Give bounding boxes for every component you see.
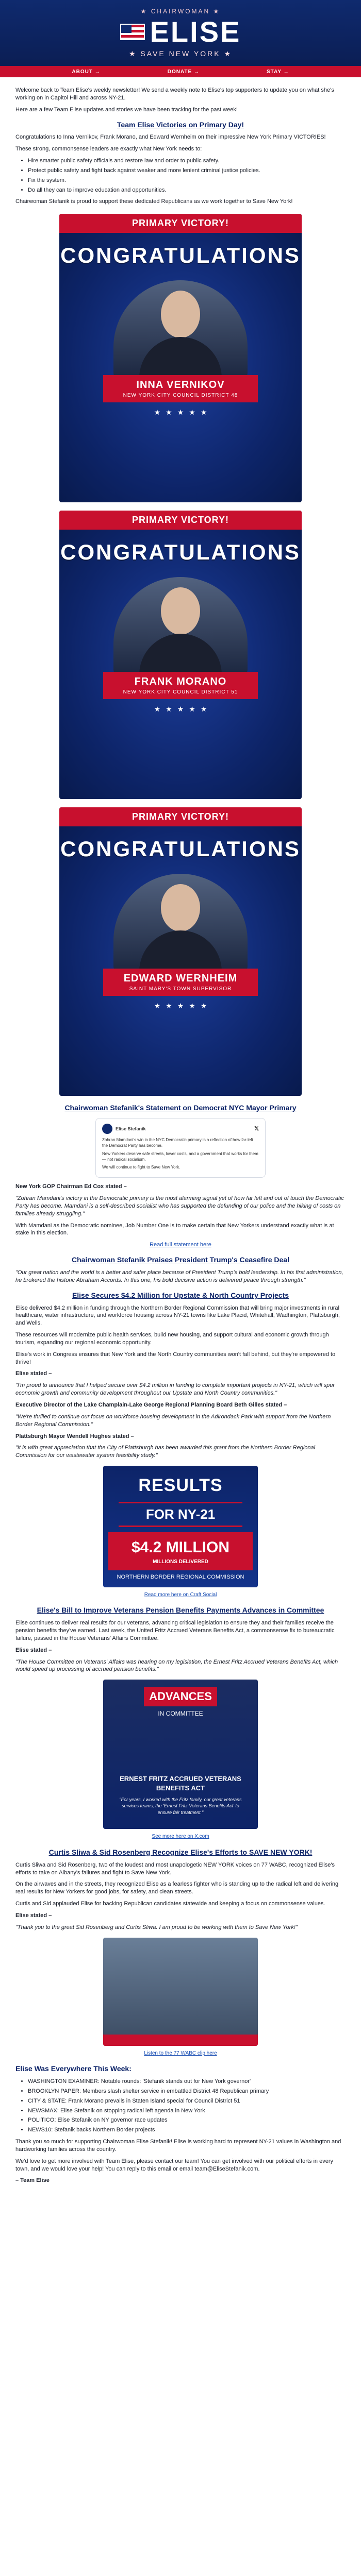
advances-quote: "For years, I worked with the Fritz family, our great veterans services teams, the 'Ernest Fritz Veterans Benefits Act' to ensure fair treatment." xyxy=(119,1797,242,1815)
section-title: Chairwoman Stefanik's Statement on Democrat NYC Mayor Primary xyxy=(64,1104,297,1112)
candidate-name: INNA VERNIKOV xyxy=(136,379,225,391)
quote: "Our great nation and the world is a better and safer place because of President Trump's bold leadership. In his first administration, he brokered the historic Abraham Accords. In this one, his bold decisive action is delivered peace through strength." xyxy=(15,1269,343,1283)
paragraph: Curtis and Sid applauded Elise for backing Republican candidates statewide and keeping a focus on commonsense values. xyxy=(15,1901,325,1907)
candidate-photo xyxy=(113,874,248,972)
ribbon: PRIMARY VICTORY! xyxy=(59,214,302,232)
results-graphic xyxy=(103,1466,258,1587)
media-item[interactable]: • CITY & STATE: Frank Morano prevails in Staten Island special for Council District 51 xyxy=(28,2097,346,2105)
quote: "The House Committee on Veterans' Affairs was hearing on my legislation, the Ernest Fritz Accrued Veterans Benefits Act, which would speed up processing of accrued pension benefits." xyxy=(15,1658,338,1673)
media-item[interactable]: • POLITICO: Elise Stefanik on NY governor race updates xyxy=(28,2116,346,2124)
section-title: Elise Secures $4.2 Million for Upstate & North Country Projects xyxy=(72,1291,289,1299)
closing-paragraph: We'd love to get more involved with Team Elise, please contact our team! You can get involved with our political efforts in every town, and we would love your help! You can reply to this email or email team@EliseStefanik.com. xyxy=(15,2158,333,2172)
stars-decoration: ★ ★ ★ ★ ★ xyxy=(154,408,207,416)
quote: "We're thrilled to continue our focus on workforce housing development in the Adirondack Park with support from the Northern Border Regional Commission." xyxy=(15,1413,331,1428)
congratulations-text: CONGRATULATIONS xyxy=(60,243,301,267)
listen-link[interactable]: Listen to the 77 WABC clip here xyxy=(144,2050,217,2056)
congratulations-text: CONGRATULATIONS xyxy=(60,836,301,861)
candidate-name: FRANK MORANO xyxy=(134,676,227,688)
name-bar xyxy=(103,375,258,402)
paragraph: These resources will modernize public health services, build new housing, and support cultural and economic growth through tourism, expanding our regional economic opportunity. xyxy=(15,1332,329,1346)
media-list xyxy=(28,2078,346,2134)
ribbon: PRIMARY VICTORY! xyxy=(59,511,302,529)
bullet-list xyxy=(28,157,346,194)
brand-logo xyxy=(120,15,241,48)
signature: – Team Elise xyxy=(15,2177,50,2184)
closing-paragraph: Thank you so much for supporting Chairwoman Elise Stefanik! Elise is working hard to represent NY-21 values in Washington and hardworking families across the country. xyxy=(15,2139,341,2153)
read-more-link[interactable]: Read full statement here xyxy=(150,1242,211,1248)
header-banner xyxy=(0,0,361,66)
section-title: Curtis Sliwa & Sid Rosenberg Recognize Elise's Efforts to SAVE NEW YORK! xyxy=(48,1848,313,1856)
advances-subheading: IN COMMITTEE xyxy=(158,1710,203,1717)
section-title: Elise's Bill to Improve Veterans Pension Benefits Payments Advances in Committee xyxy=(37,1606,324,1615)
paragraph: Chairwoman Stefanik is proud to support these dedicated Republicans as we work together to Save New York! xyxy=(15,198,293,205)
header-tagline: ★ SAVE NEW YORK ★ xyxy=(128,49,233,58)
quote: "I'm proud to announce that I helped secure over $4.2 million in funding to complete important projects in NY-21, which will spur economic growth and community development throughout our Upstate and North Country communities." xyxy=(15,1382,335,1397)
media-item[interactable]: • NEWSMAX: Elise Stefanik on stopping radical left agenda in New York xyxy=(28,2107,346,2115)
read-more-link[interactable]: See more here on X.com xyxy=(152,1834,209,1840)
candidate-name: EDWARD WERNHEIM xyxy=(123,973,238,985)
quote: "It is with great appreciation that the City of Plattsburgh has been awarded this grant from the Northern Border Regional Commission for our wastewater system feasibility study." xyxy=(15,1445,316,1459)
read-more-link[interactable]: Read more here on Craft Social xyxy=(144,1591,217,1598)
label: Elise stated – xyxy=(15,1370,52,1377)
ribbon: PRIMARY VICTORY! xyxy=(59,807,302,826)
results-amount: $4.2 MILLION xyxy=(131,1539,230,1556)
paragraph: Elise's work in Congress ensures that New York and the North Country communities won't fall behind, but they're empowered to thrive! xyxy=(15,1351,336,1365)
list-item: • Do all they can to improve education and opportunities. xyxy=(28,187,346,194)
nav-stay-link[interactable]: STAY → xyxy=(267,69,289,75)
paragraph: Curtis Sliwa and Sid Rosenberg, two of the loudest and most unapologetic NEW YORK voices on 77 WABC, recognized Elise's efforts to take on Albany's failures and fight to Save New York. xyxy=(15,1861,335,1876)
candidate-photo xyxy=(113,280,248,378)
flag-icon xyxy=(120,24,145,40)
paragraph: Congratulations to Inna Vernikov, Frank Morano, and Edward Wernheim on their impressive New York Primary VICTORIES! xyxy=(15,134,326,141)
paragraph: With Mamdani as the Democratic nominee, Job Number One is to make certain that New Yorkers understand exactly what is at stake in this election. xyxy=(15,1222,334,1236)
main-content xyxy=(0,77,361,2184)
brand-name: ELISE xyxy=(150,15,241,48)
embedded-post[interactable] xyxy=(95,1118,266,1178)
post-text: We will continue to fight to Save New York. xyxy=(102,1164,180,1170)
candidate-photo xyxy=(113,577,248,675)
stars-decoration: ★ ★ ★ ★ ★ xyxy=(154,1001,207,1010)
avatar xyxy=(102,1124,112,1134)
intro-paragraph: Here are a few Team Elise updates and stories we have been tracking for the past week! xyxy=(15,106,238,113)
nav-about-link[interactable]: ABOUT → xyxy=(72,69,101,75)
candidate-role: SAINT MARY'S TOWN SUPERVISOR xyxy=(129,986,232,992)
paragraph: These strong, commonsense leaders are exactly what New York needs to: xyxy=(15,146,202,152)
label: Executive Director of the Lake Champlain-Lake George Regional Planning Board Beth Gilles stated – xyxy=(15,1401,287,1408)
results-subheading: FOR NY-21 xyxy=(119,1502,242,1527)
media-item[interactable]: • NEWS10: Stefanik backs Northern Border projects xyxy=(28,2126,346,2134)
results-footer: NORTHERN BORDER REGIONAL COMMISSION xyxy=(117,1574,244,1581)
label: Elise stated – xyxy=(15,1647,52,1653)
advances-heading: ADVANCES xyxy=(144,1687,217,1706)
candidate-role: NEW YORK CITY COUNCIL DISTRICT 48 xyxy=(123,393,238,399)
paragraph: On the airwaves and in the streets, they recognized Elise as a fearless fighter who is standing up to the radical left and delivering real results for New Yorkers for good jobs, for safety, and clean streets. xyxy=(15,1881,339,1895)
advances-graphic xyxy=(103,1680,258,1829)
list-item: • Protect public safety and fight back against weaker and more lenient criminal justice policies. xyxy=(28,167,346,175)
name-bar xyxy=(103,672,258,699)
victory-card xyxy=(59,807,302,1096)
victory-card xyxy=(59,214,302,502)
results-heading: RESULTS xyxy=(138,1476,223,1496)
label: Plattsburgh Mayor Wendell Hughes stated – xyxy=(15,1433,134,1439)
radio-photo xyxy=(103,1938,258,2046)
paragraph: New York GOP Chairman Ed Cox stated – xyxy=(15,1183,127,1190)
paragraph: Elise delivered $4.2 million in funding through the Northern Border Regional Commission that will bring major investments in rural healthcare, water infrastructure, and workforce housing across NY-21 towns like Lake Placid, Whitehall, Wadhington, Plattsburgh, and Wells. xyxy=(15,1304,340,1327)
quote: "Zohran Mamdani's victory in the Democratic primary is the most alarming signal yet of how far left and out of touch the Democratic Party has become. Mamdani is a self-described socialist who has supported the defunding of our police and the hiking of costs on families already struggling." xyxy=(15,1195,344,1217)
media-item[interactable]: • BROOKLYN PAPER: Members slash shelter service in embattled District 48 Republican primary xyxy=(28,2088,346,2095)
x-logo-icon: 𝕏 xyxy=(254,1125,259,1132)
results-caption: MILLIONS DELIVERED xyxy=(153,1558,208,1565)
header-kicker: ★ CHAIRWOMAN ★ xyxy=(140,8,221,15)
section-title: Chairwoman Stefanik Praises President Trump's Ceasefire Deal xyxy=(72,1256,289,1264)
name-bar xyxy=(103,969,258,996)
section-title: Team Elise Victories on Primary Day! xyxy=(117,120,244,129)
paragraph: Elise continues to deliver real results for our veterans, advancing critical legislation to ensure they and their families receive the pension benefits they've earned. Last week, the United Fritz Accrued Veterans Benefits Act, a commonsense fix to bureaucratic failure, passed in the House Veterans' Affairs Committee. xyxy=(15,1620,335,1641)
post-text: New Yorkers deserve safe streets, lower costs, and a government that works for them — not radical socialism. xyxy=(102,1151,258,1162)
bill-name: ERNEST FRITZ ACCRUED VETERANS BENEFITS ACT xyxy=(120,1775,241,1792)
intro-paragraph: Welcome back to Team Elise's weekly newsletter! We send a weekly note to Elise's top supporters to update you on what she's working on in Capitol Hill and across NY-21. xyxy=(15,87,334,101)
nav-donate-link[interactable]: DONATE → xyxy=(167,69,200,75)
post-text: Zohran Mamdani's win in the NYC Democratic primary is a reflection of how far-left the Democrat Party has become. xyxy=(102,1138,253,1148)
section-title: Elise Was Everywhere This Week: xyxy=(15,2064,132,2073)
list-item: • Hire smarter public safety officials and restore law and order to public safety. xyxy=(28,157,346,165)
nav-bar xyxy=(0,66,361,77)
victory-card xyxy=(59,511,302,799)
post-author: Elise Stefanik xyxy=(116,1126,146,1131)
congratulations-text: CONGRATULATIONS xyxy=(60,539,301,564)
label: Elise stated – xyxy=(15,1912,52,1919)
list-item: • Fix the system. xyxy=(28,177,346,184)
media-item[interactable]: • WASHINGTON EXAMINER: Notable rounds: 'Stefanik stands out for New York governor' xyxy=(28,2078,346,2086)
stars-decoration: ★ ★ ★ ★ ★ xyxy=(154,704,207,713)
candidate-role: NEW YORK CITY COUNCIL DISTRICT 51 xyxy=(123,689,238,696)
quote: "Thank you to the great Sid Rosenberg and Curtis Sliwa. I am proud to be working with them to Save New York!" xyxy=(15,1924,298,1930)
